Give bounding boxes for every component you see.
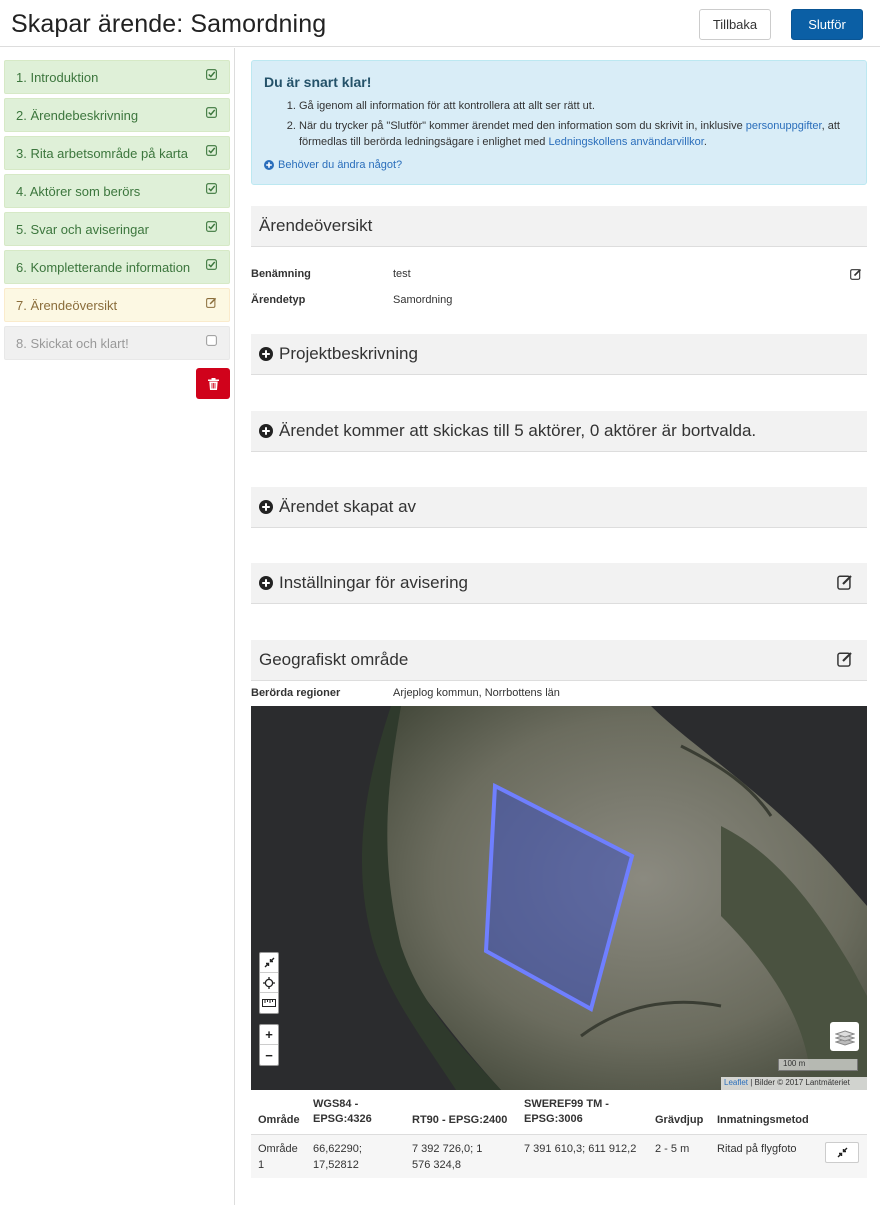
instruction-item <box>299 118 854 150</box>
edit-icon <box>206 297 217 308</box>
need-change-label: Behöver du ändra något? <box>278 159 403 171</box>
layers-button[interactable] <box>830 1022 859 1051</box>
satellite-image <box>251 706 867 1090</box>
personal-data-link[interactable]: personuppgifter <box>745 120 822 132</box>
compress-icon <box>264 957 275 968</box>
regions-value: Arjeplog kommun, Norrbottens län <box>393 687 560 699</box>
zoom-to-area-row-button[interactable] <box>825 1142 859 1163</box>
map-view[interactable] <box>251 706 867 1090</box>
regions-label: Berörda regioner <box>251 687 341 699</box>
checked-box-icon <box>206 259 217 270</box>
plus-circle-icon <box>259 576 273 590</box>
edit-icon[interactable] <box>837 651 853 667</box>
checked-box-icon <box>206 145 217 156</box>
leaflet-link[interactable]: Leaflet <box>724 1078 749 1087</box>
wgs84-cell: 66,62290; 17,52812 <box>313 1143 362 1171</box>
checked-box-icon <box>206 107 217 118</box>
map-scale: 100 m <box>778 1059 858 1071</box>
trash-icon <box>208 378 219 390</box>
alert-title: Du är snart klar! <box>264 74 372 90</box>
plus-circle-icon <box>259 424 273 438</box>
zoom-in-button[interactable]: + <box>260 1025 278 1045</box>
step-label: 3. Rita arbetsområde på karta <box>16 146 188 161</box>
delete-button[interactable] <box>196 368 230 399</box>
measure-button[interactable] <box>260 993 278 1013</box>
table-header: WGS84 - EPSG:4326 <box>313 1098 372 1125</box>
actors-section[interactable] <box>251 411 867 452</box>
regions-row <box>251 687 867 701</box>
layers-icon <box>835 1028 855 1046</box>
step-label: 7. Ärendeöversikt <box>16 298 118 313</box>
project-description-section[interactable] <box>251 334 867 375</box>
plus-circle-icon <box>259 347 273 361</box>
step-label: 8. Skickat och klart! <box>16 336 129 351</box>
checked-box-icon <box>206 69 217 80</box>
table-header: SWEREF99 TM - EPSG:3006 <box>524 1098 609 1125</box>
name-label: Benämning <box>251 268 311 280</box>
back-button[interactable]: Tillbaka <box>699 9 771 40</box>
table-header: Inmatningsmetod <box>717 1114 809 1126</box>
step-item-introduction[interactable] <box>4 60 230 94</box>
edit-icon[interactable] <box>837 574 853 590</box>
sweref-cell: 7 391 610,3; 611 912,2 <box>524 1143 637 1155</box>
step-item-draw-area[interactable] <box>4 136 230 170</box>
need-change-link[interactable] <box>264 159 402 171</box>
section-title: Projektbeskrivning <box>279 344 418 363</box>
instruction-text: . <box>703 136 707 148</box>
instruction-list <box>299 98 854 150</box>
step-item-done[interactable] <box>4 326 230 360</box>
plus-circle-icon <box>259 500 273 514</box>
step-sidebar <box>0 48 235 1205</box>
step-item-actors[interactable] <box>4 174 230 208</box>
table-header: Område <box>258 1114 300 1126</box>
instruction-item: 1. Gå igenom all information för att kontrollera att allt ser rätt ut. <box>299 98 854 114</box>
locate-button[interactable] <box>260 973 278 993</box>
terms-link[interactable]: Ledningskollens användarvillkor <box>548 136 704 148</box>
info-alert <box>251 60 867 185</box>
empty-checkbox-icon <box>206 335 217 346</box>
checked-box-icon <box>206 183 217 194</box>
attribution-text: | Bilder © 2017 Lantmäteriet <box>748 1078 850 1087</box>
compress-icon <box>837 1147 848 1158</box>
geographic-area-heading <box>251 640 867 681</box>
notification-settings-section[interactable] <box>251 563 867 604</box>
area-cell: Område 1 <box>258 1143 298 1171</box>
zoom-out-button[interactable]: − <box>265 1047 273 1063</box>
rt90-cell: 7 392 726,0; 1 576 324,8 <box>412 1143 483 1171</box>
name-value: test <box>393 268 411 280</box>
edit-icon[interactable] <box>850 268 862 280</box>
map-attribution <box>721 1077 867 1090</box>
plus-circle-icon <box>264 160 274 170</box>
section-title: Ärendet skapat av <box>279 497 417 516</box>
type-row <box>251 294 867 308</box>
step-item-description[interactable] <box>4 98 230 132</box>
depth-cell: 2 - 5 m <box>655 1143 690 1155</box>
section-title: Inställningar för avisering <box>279 573 468 592</box>
table-header: RT90 - EPSG:2400 <box>412 1114 508 1126</box>
method-cell: Ritad på flygfoto <box>717 1143 797 1155</box>
step-label: 2. Ärendebeskrivning <box>16 108 139 123</box>
instruction-text: , att förmedlas till berörda ledningsägare i enlighet med <box>299 120 840 148</box>
table-header: Grävdjup <box>655 1114 704 1126</box>
step-label: 5. Svar och aviseringar <box>16 222 149 237</box>
step-item-additional-info[interactable] <box>4 250 230 284</box>
step-label: 4. Aktörer som berörs <box>16 184 141 199</box>
zoom-controls <box>259 1024 279 1066</box>
step-label: 1. Introduktion <box>16 70 99 85</box>
type-label: Ärendetyp <box>251 294 306 306</box>
type-value: Samordning <box>393 294 453 306</box>
map-tool-controls <box>259 952 279 1014</box>
section-title: Geografiskt område <box>259 650 409 669</box>
step-item-responses[interactable] <box>4 212 230 246</box>
section-title: Ärendet kommer att skickas till 5 aktörer, 0 aktörer är bortvalda. <box>279 421 757 440</box>
crosshair-icon <box>263 977 275 989</box>
name-row <box>251 268 867 282</box>
ruler-icon <box>262 999 276 1007</box>
created-by-section[interactable] <box>251 487 867 528</box>
page-title: Skapar ärende: Samordning <box>11 10 327 38</box>
page-header <box>0 0 880 47</box>
instruction-text: När du trycker på "Slutför" kommer ärendet med den information som du skrivit in, inklusive <box>299 120 746 132</box>
step-label: 6. Kompletterande information <box>16 260 191 275</box>
zoom-to-area-button[interactable] <box>260 953 278 973</box>
overview-title: Ärendeöversikt <box>259 216 373 235</box>
overview-heading <box>251 206 867 247</box>
checked-box-icon <box>206 221 217 232</box>
finish-button[interactable]: Slutför <box>791 9 863 40</box>
step-item-overview[interactable] <box>4 288 230 322</box>
